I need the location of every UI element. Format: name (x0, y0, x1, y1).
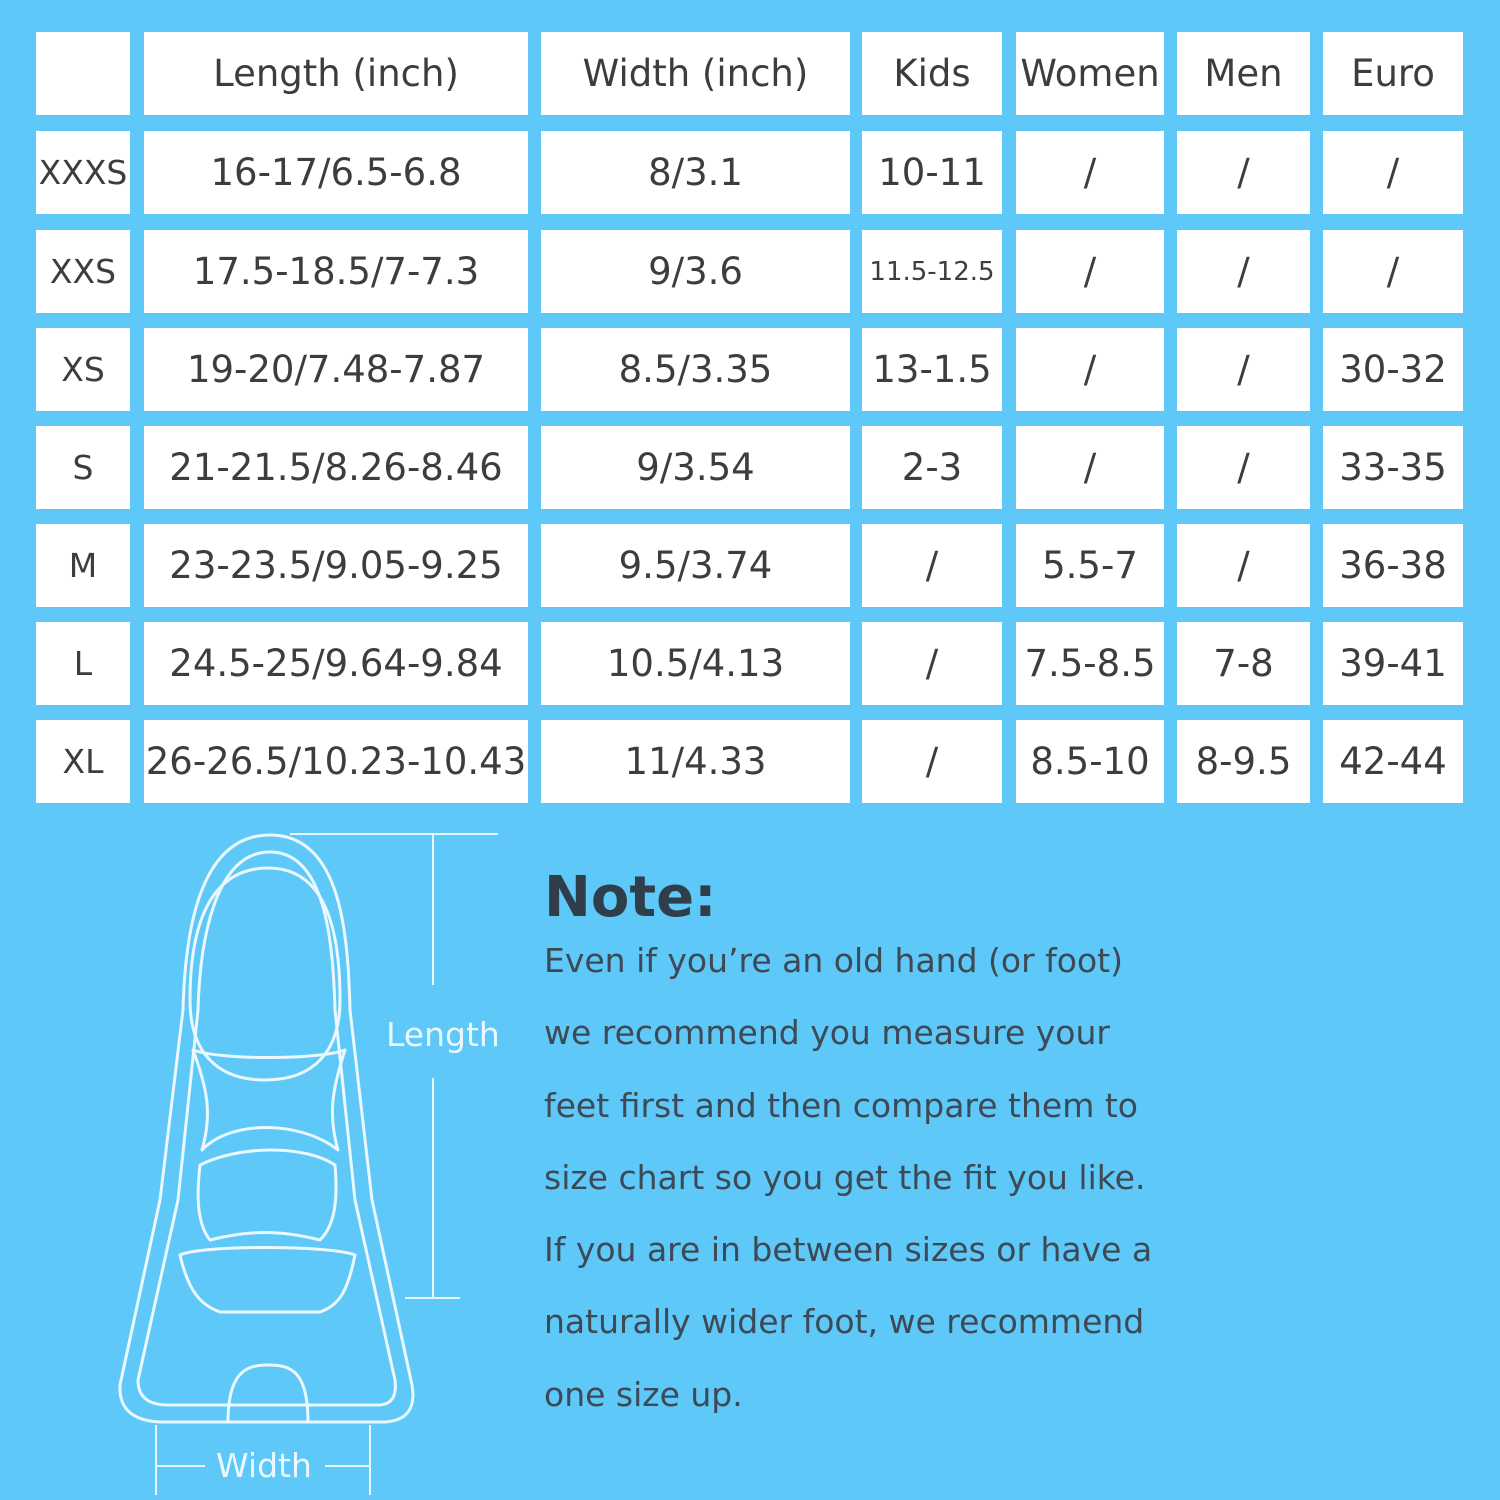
cell-women: 8.5-10 (1016, 720, 1164, 803)
cell-kids: / (862, 720, 1002, 803)
cell-euro: / (1323, 131, 1463, 214)
cell-size: XL (36, 720, 130, 803)
cell-women: / (1016, 131, 1164, 214)
heel-arch (228, 1365, 308, 1422)
cell-kids: 10-11 (862, 131, 1002, 214)
cell-kids: 2-3 (862, 426, 1002, 509)
cell-men: / (1177, 524, 1310, 607)
cell-euro: 39-41 (1323, 622, 1463, 705)
note-line: If you are in between sizes or have a (544, 1230, 1153, 1270)
cell-euro: 36-38 (1323, 524, 1463, 607)
cell-size: S (36, 426, 130, 509)
cell-women: / (1016, 230, 1164, 313)
cell-men: / (1177, 131, 1310, 214)
cell-length: 26-26.5/10.23-10.43 (144, 720, 528, 803)
cell-euro: 42-44 (1323, 720, 1463, 803)
cell-length: 21-21.5/8.26-8.46 (144, 426, 528, 509)
header-kids: Kids (862, 32, 1002, 115)
cell-size: XS (36, 328, 130, 411)
length-label: Length (386, 1015, 500, 1054)
cell-euro: 33-35 (1323, 426, 1463, 509)
cell-length: 23-23.5/9.05-9.25 (144, 524, 528, 607)
cell-width: 8/3.1 (541, 131, 850, 214)
cell-women: / (1016, 426, 1164, 509)
header-size (36, 32, 130, 115)
note-line: naturally wider foot, we recommend (544, 1302, 1145, 1342)
note-line: we recommend you measure your (544, 1013, 1110, 1053)
cell-men: / (1177, 328, 1310, 411)
cell-men: / (1177, 426, 1310, 509)
header-length: Length (inch) (144, 32, 528, 115)
cell-width: 9/3.54 (541, 426, 850, 509)
cell-size: XXXS (36, 131, 130, 214)
fin-window-lower (198, 1150, 336, 1240)
cell-size: L (36, 622, 130, 705)
cell-kids: 13-1.5 (862, 328, 1002, 411)
cell-width: 11/4.33 (541, 720, 850, 803)
note-line: one size up. (544, 1374, 743, 1414)
cell-length: 24.5-25/9.64-9.84 (144, 622, 528, 705)
cell-men: 8-9.5 (1177, 720, 1310, 803)
note-line: size chart so you get the fit you like. (544, 1157, 1146, 1197)
fin-heel-bar (180, 1248, 355, 1313)
header-men: Men (1177, 32, 1310, 115)
note-line: Even if you’re an old hand (or foot) (544, 941, 1123, 980)
cell-men: / (1177, 230, 1310, 313)
cell-women: / (1016, 328, 1164, 411)
cell-length: 19-20/7.48-7.87 (144, 328, 528, 411)
fin-diagram (100, 825, 530, 1500)
cell-width: 9/3.6 (541, 230, 850, 313)
cell-width: 8.5/3.35 (541, 328, 850, 411)
header-women: Women (1016, 32, 1164, 115)
cell-euro: / (1323, 230, 1463, 313)
foot-pocket (190, 868, 340, 1080)
cell-size: XXS (36, 230, 130, 313)
note-body (544, 925, 1444, 1431)
cell-kids: 11.5-12.5 (862, 230, 1002, 313)
cell-euro: 30-32 (1323, 328, 1463, 411)
width-label: Width (216, 1446, 312, 1485)
header-euro: Euro (1323, 32, 1463, 115)
cell-men: 7-8 (1177, 622, 1310, 705)
cell-women: 7.5-8.5 (1016, 622, 1164, 705)
cell-kids: / (862, 622, 1002, 705)
cell-width: 9.5/3.74 (541, 524, 850, 607)
cell-width: 10.5/4.13 (541, 622, 850, 705)
note-line: feet first and then compare them to (544, 1085, 1138, 1125)
note-title: Note: (544, 865, 717, 930)
cell-length: 17.5-18.5/7-7.3 (144, 230, 528, 313)
cell-length: 16-17/6.5-6.8 (144, 131, 528, 214)
cell-size: M (36, 524, 130, 607)
cell-kids: / (862, 524, 1002, 607)
cell-women: 5.5-7 (1016, 524, 1164, 607)
header-width: Width (inch) (541, 32, 850, 115)
